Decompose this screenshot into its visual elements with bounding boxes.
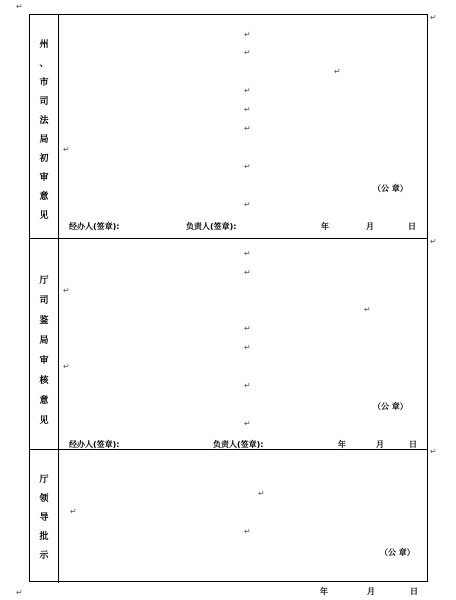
paragraph-mark: ↵: [430, 447, 437, 456]
label-char: 审: [39, 356, 49, 366]
paragraph-mark: ↵: [258, 489, 265, 498]
vertical-label: [30, 476, 58, 561]
seal-placeholder: （公 章）: [380, 548, 415, 557]
paragraph-mark: ↵: [70, 507, 77, 516]
label-char: 核: [39, 376, 49, 386]
label-char: 批: [39, 532, 49, 542]
label-char: 鉴: [39, 316, 49, 326]
paragraph-mark: ↵: [244, 343, 251, 352]
label-char: 司: [39, 296, 49, 306]
label-char: 厅: [39, 475, 49, 485]
paragraph-mark: ↵: [16, 2, 23, 11]
date-month: 月: [376, 440, 384, 449]
date-year: 年: [321, 222, 329, 231]
paragraph-mark: ↵: [244, 162, 251, 171]
label-char: 局: [39, 135, 49, 145]
responsible-signature-label: 负责人(签章):: [186, 222, 237, 231]
responsible-signature-label: 负责人(签章):: [213, 440, 264, 449]
section-label-cell: [30, 239, 59, 449]
label-char: 州: [39, 40, 49, 50]
paragraph-mark: ↵: [16, 588, 23, 597]
paragraph-mark: ↵: [244, 268, 251, 277]
date-day: 日: [409, 440, 417, 449]
label-char: 意: [39, 396, 49, 406]
paragraph-mark: ↵: [63, 362, 70, 371]
handler-signature-label: 经办人(签章):: [69, 222, 120, 231]
label-char: 、: [39, 59, 49, 69]
paragraph-mark: ↵: [244, 200, 251, 209]
section-prefecture-review: [30, 15, 427, 239]
section-label-cell: [30, 15, 59, 238]
paragraph-mark: ↵: [244, 324, 251, 333]
date-month: 月: [367, 587, 375, 596]
paragraph-mark: ↵: [63, 286, 70, 295]
paragraph-mark: ↵: [244, 105, 251, 114]
handler-signature-label: 经办人(签章):: [69, 440, 120, 449]
label-char: 领: [39, 494, 49, 504]
paragraph-mark: ↵: [430, 237, 437, 246]
paragraph-mark: ↵: [430, 13, 437, 22]
paragraph-mark: ↵: [244, 249, 251, 258]
label-char: 意: [39, 192, 49, 202]
paragraph-mark: ↵: [244, 124, 251, 133]
label-char: 审: [39, 173, 49, 183]
section-label-cell: [30, 450, 59, 583]
label-char: 初: [39, 154, 49, 164]
paragraph-mark: ↵: [244, 86, 251, 95]
label-char: 市: [39, 78, 49, 88]
label-char: 示: [39, 551, 49, 561]
label-char: 局: [39, 336, 49, 346]
paragraph-mark: ↵: [244, 30, 251, 39]
paragraph-mark: ↵: [364, 305, 371, 314]
label-char: 司: [39, 97, 49, 107]
paragraph-mark: ↵: [244, 419, 251, 428]
label-char: 见: [39, 211, 49, 221]
paragraph-mark: ↵: [244, 381, 251, 390]
paragraph-mark: ↵: [244, 48, 251, 57]
approval-form-table: [29, 14, 428, 596]
date-year: 年: [338, 440, 346, 449]
seal-placeholder: （公 章）: [373, 184, 408, 193]
paragraph-mark: ↵: [63, 145, 70, 154]
label-char: 见: [39, 416, 49, 426]
seal-placeholder: （公 章）: [373, 402, 408, 411]
date-day: 日: [410, 587, 418, 596]
label-char: 法: [39, 116, 49, 126]
section-department-review: [30, 239, 427, 450]
paragraph-mark: ↵: [334, 67, 341, 76]
label-char: 厅: [39, 276, 49, 286]
paragraph-mark: ↵: [244, 527, 251, 536]
date-day: 日: [408, 222, 416, 231]
vertical-label: [30, 277, 58, 426]
date-month: 月: [366, 222, 374, 231]
vertical-label: [30, 41, 58, 221]
label-char: 导: [39, 513, 49, 523]
date-year: 年: [320, 587, 328, 596]
section-leadership-instruction: [30, 450, 427, 596]
